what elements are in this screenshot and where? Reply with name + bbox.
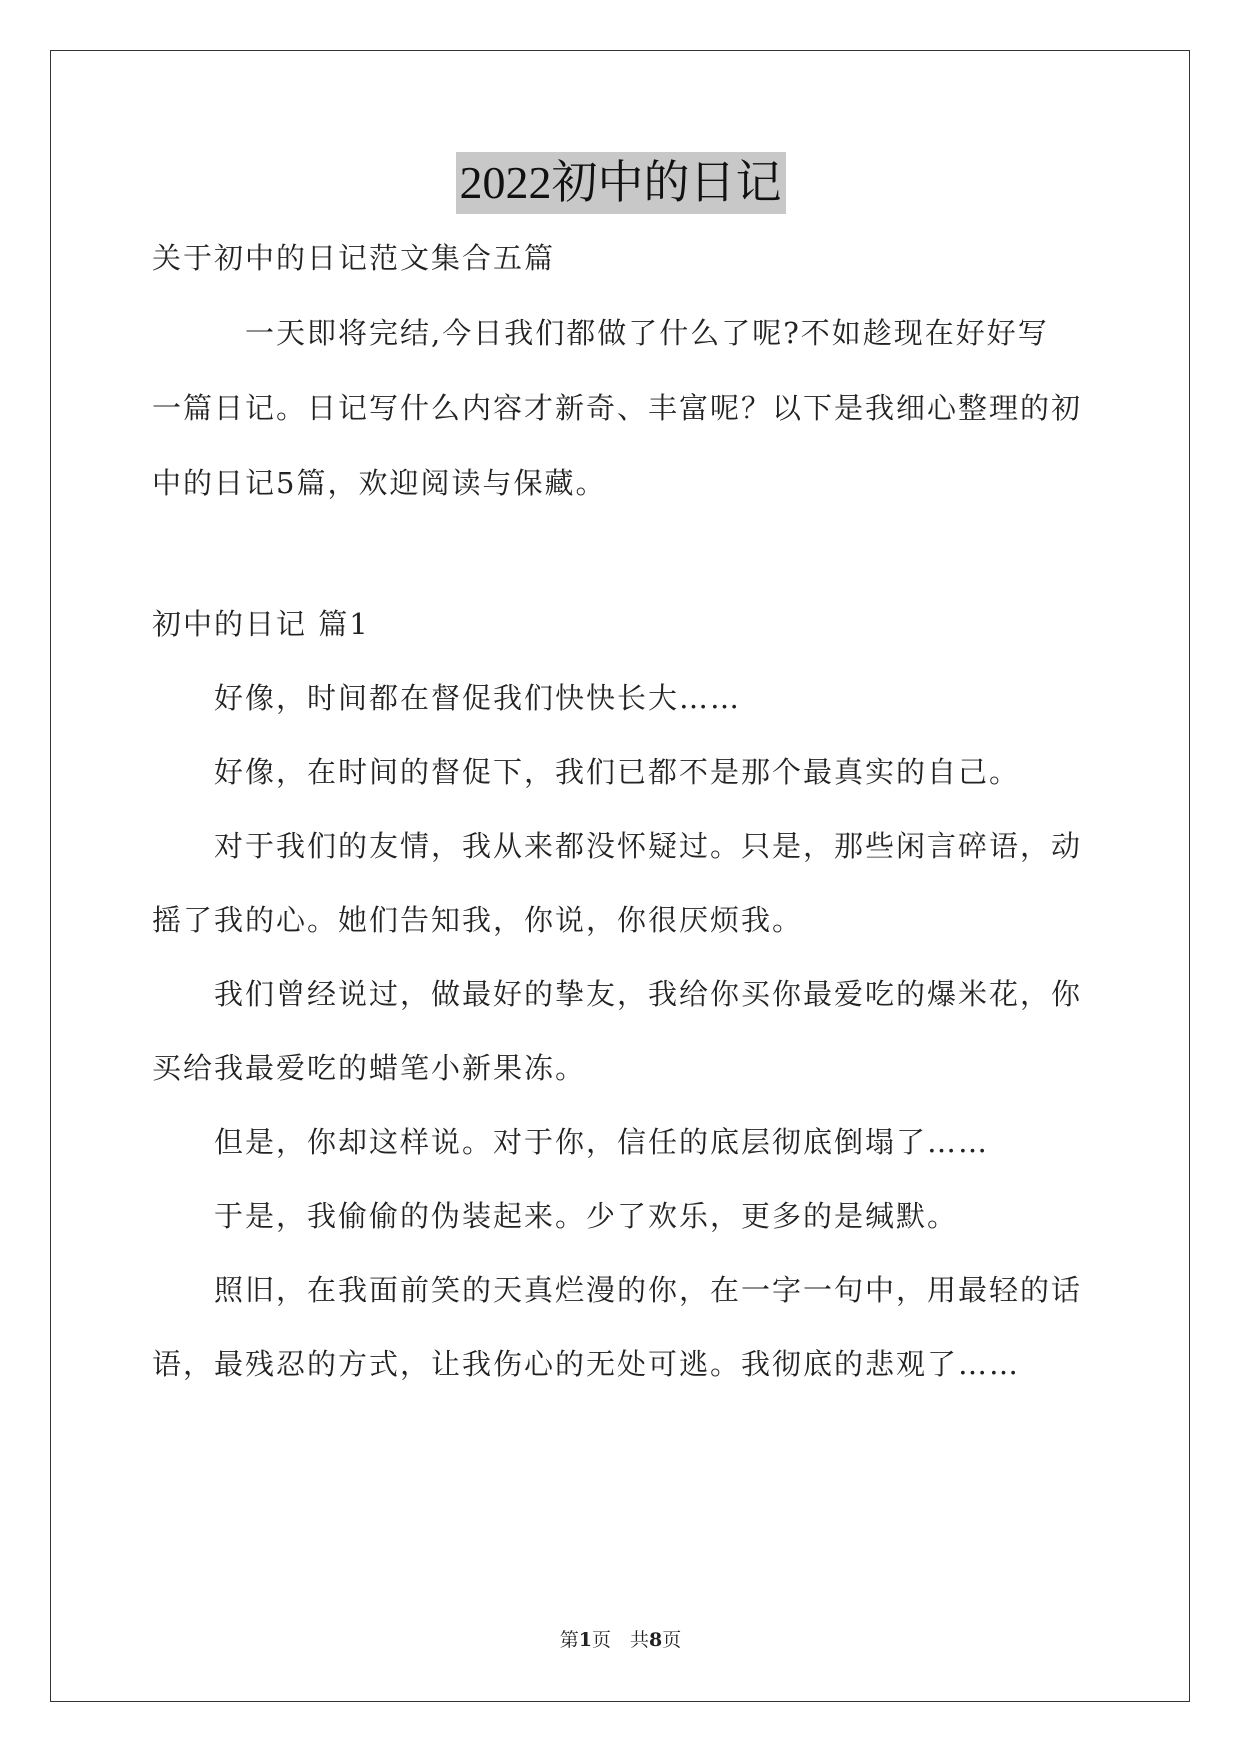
paragraph-line: 一天即将完结,今日我们都做了什么了呢?不如趁现在好好写 (152, 316, 1049, 350)
footer-prefix: 第 (559, 1629, 579, 1651)
paragraph-line: 一篇日记。日记写什么内容才新奇、丰富呢？以下是我细心整理的初 (152, 391, 1083, 425)
paragraph-line: 对于我们的友情，我从来都没怀疑过。只是，那些闲言碎语，动 (152, 829, 1083, 863)
paragraph-line: 语，最残忍的方式，让我伤心的无处可逃。我彻底的悲观了…… (152, 1347, 1021, 1381)
paragraph-line: 好像，时间都在督促我们快快长大…… (152, 681, 742, 715)
total-page-count: 8 (649, 1629, 663, 1651)
footer-middle: 页 共 (591, 1629, 649, 1651)
paragraph-line: 于是，我偷偷的伪装起来。少了欢乐，更多的是缄默。 (152, 1199, 959, 1233)
paragraph-line: 照旧，在我面前笑的天真烂漫的你，在一字一句中，用最轻的话 (152, 1273, 1083, 1307)
subtitle: 关于初中的日记范文集合五篇 (152, 241, 556, 275)
title-container (0, 152, 1241, 214)
paragraph-line: 摇了我的心。她们告知我，你说，你很厌烦我。 (152, 903, 804, 937)
page-footer (0, 1625, 1241, 1652)
footer-suffix: 页 (662, 1629, 682, 1651)
paragraph-line: 买给我最爱吃的蜡笔小新果冻。 (152, 1051, 587, 1085)
paragraph-line: 中的日记5篇，欢迎阅读与保藏。 (152, 466, 607, 500)
page-border (50, 50, 1190, 1702)
section-heading: 初中的日记 篇1 (152, 607, 370, 641)
current-page-number: 1 (578, 1629, 592, 1651)
document-title: 2022初中的日记 (456, 152, 786, 214)
paragraph-line: 我们曾经说过，做最好的挚友，我给你买你最爱吃的爆米花，你 (152, 977, 1083, 1011)
paragraph-line: 好像，在时间的督促下，我们已都不是那个最真实的自己。 (152, 755, 1021, 789)
paragraph-line: 但是，你却这样说。对于你，信任的底层彻底倒塌了…… (152, 1125, 990, 1159)
